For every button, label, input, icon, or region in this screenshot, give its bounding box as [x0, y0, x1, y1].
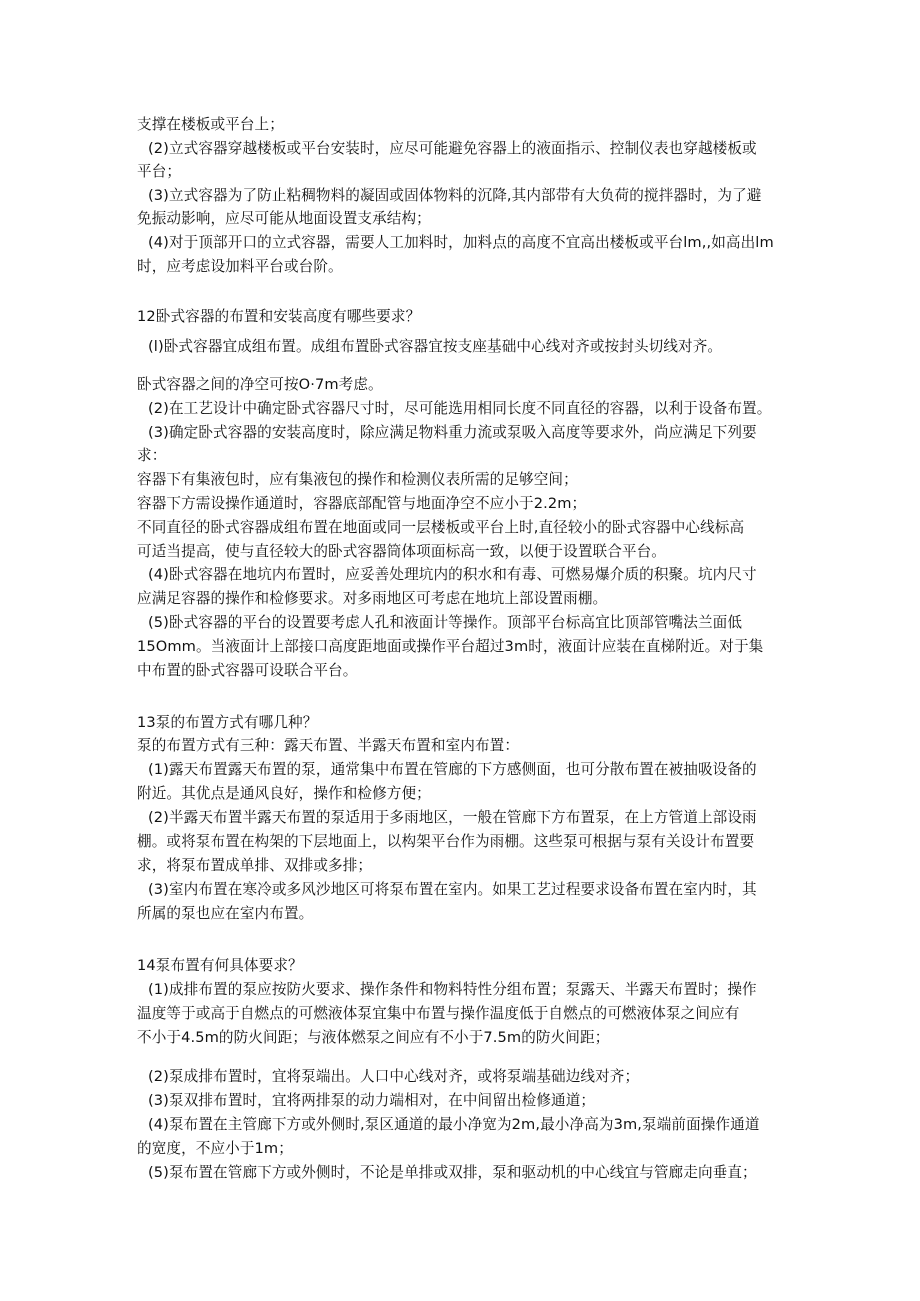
text-line: 附近。其优点是通风良好，操作和检修方便； — [137, 785, 431, 802]
text-line: 所属的泵也应在室内布置。 — [137, 905, 314, 922]
text-line: 应满足容器的操作和检修要求。对多雨地区可考虑在地坑上部设置雨棚。 — [137, 590, 608, 607]
text-line: (3)确定卧式容器的安装高度时，除应满足物料重力流或泵吸入高度等要求外，尚应满足下列要 — [148, 424, 757, 441]
text-line: 泵的布置方式有三种：露天布置、半露天布置和室内布置： — [137, 737, 520, 754]
text-line: 支撑在楼板或平台上； — [137, 116, 284, 133]
text-line: (4)泵布置在主管廊下方或外侧时,泵区通道的最小净宽为2m,最小净高为3m,泵端前面操作通道 — [148, 1116, 760, 1133]
text-line: 求： — [137, 447, 167, 464]
text-line: (2)泵成排布置时，宜将泵端出。人口中心线对齐，或将泵端基础边线对齐； — [148, 1068, 640, 1085]
text-line: 可适当提高，使与直径较大的卧式容器筒体项面标高一致，以便于设置联合平台。 — [137, 543, 666, 560]
text-line: (5)泵布置在管廊下方或外侧时，不论是单排或双排，泵和驱动机的中心线宜与管廊走向垂直； — [148, 1164, 757, 1181]
text-line: (l)卧式容器宜成组布置。成组布置卧式容器宜按支座基础中心线对齐或按封头切线对齐。 — [148, 338, 723, 355]
text-line: 不同直径的卧式容器成组布置在地面或同一层楼板或平台上时,直径较小的卧式容器中心线标高 — [137, 519, 745, 536]
text-line: 棚。或将泵布置在构架的下层地面上，以构架平台作为雨棚。这些泵可根据与泵有关设计布置要 — [137, 833, 755, 850]
text-line: (3)室内布置在寒冷或多风沙地区可将泵布置在室内。如果工艺过程要求设备布置在室内时，其 — [148, 881, 757, 898]
section-heading: 12卧式容器的布置和安装高度有哪些要求？ — [137, 308, 421, 325]
text-line: 免振动影响，应尽可能从地面设置支承结构； — [137, 210, 431, 227]
text-line: (5)卧式容器的平台的设置要考虑人孔和液面计等操作。顶部平台标高宜比顶部管嘴法兰面低 — [148, 614, 743, 631]
text-line: 卧式容器之间的净空可按O·7m考虑。 — [137, 376, 383, 393]
section-heading: 14泵布置有何具体要求？ — [137, 957, 303, 974]
text-line: (4)对于顶部开口的立式容器，需要人工加料时，加料点的高度不宜高出楼板或平台lm,,如高出lm — [148, 234, 774, 251]
text-line: 求，将泵布置成单排、双排或多排； — [137, 857, 373, 874]
text-line: (4)卧式容器在地坑内布置时，应妥善处理坑内的积水和有毒、可燃易爆介质的积聚。坑内尺寸 — [148, 566, 757, 583]
text-line: 不小于4.5m的防火间距；与液体燃泵之间应有不小于7.5m的防火间距； — [137, 1029, 610, 1046]
text-line: (2)半露天布置半露天布置的泵适用于多雨地区，一般在管廊下方布置泵，在上方管道上部设雨 — [148, 809, 757, 826]
text-line: (1)露天布置露天布置的泵，通常集中布置在管廊的下方感侧面，也可分散布置在被抽吸设备的 — [148, 761, 757, 778]
text-line: 平台； — [137, 163, 182, 180]
text-line: (2)立式容器穿越楼板或平台安装时，应尽可能避免容器上的液面指示、控制仪表也穿越楼板或 — [148, 140, 757, 157]
text-line: 中布置的卧式容器可设联合平台。 — [137, 662, 358, 679]
text-line: (3)立式容器为了防止粘稠物料的凝固或固体物料的沉降,其内部带有大负荷的搅拌器时，为了避 — [148, 187, 762, 204]
text-line: (3)泵双排布置时，宜将两排泵的动力端相对，在中间留出检修通道； — [148, 1092, 596, 1109]
section-heading: 13泵的布置方式有哪几种？ — [137, 714, 318, 731]
text-line: 温度等于或高于自燃点的可燃液体泵宜集中布置与操作温度低于自燃点的可燃液体泵之间应有 — [137, 1005, 740, 1022]
text-line: 的宽度，不应小于1m； — [137, 1140, 293, 1157]
text-line: 时，应考虑设加料平台或台阶。 — [137, 258, 343, 275]
text-line: 容器下有集液包时，应有集液包的操作和检测仪表所需的足够空间； — [137, 471, 578, 488]
text-line: (2)在工艺设计中确定卧式容器尺寸时，尽可能选用相同长度不同直径的容器，以利于设备布置。 — [148, 400, 772, 417]
text-line: (1)成排布置的泵应按防火要求、操作条件和物料特性分组布置；泵露天、半露天布置时；操作 — [148, 981, 757, 998]
text-line: 15Omm。当液面计上部接口高度距地面或操作平台超过3m时，液面计应装在直梯附近。对于集 — [137, 638, 764, 655]
text-line: 容器下方需设操作通道时，容器底部配管与地面净空不应小于2.2m； — [137, 495, 587, 512]
